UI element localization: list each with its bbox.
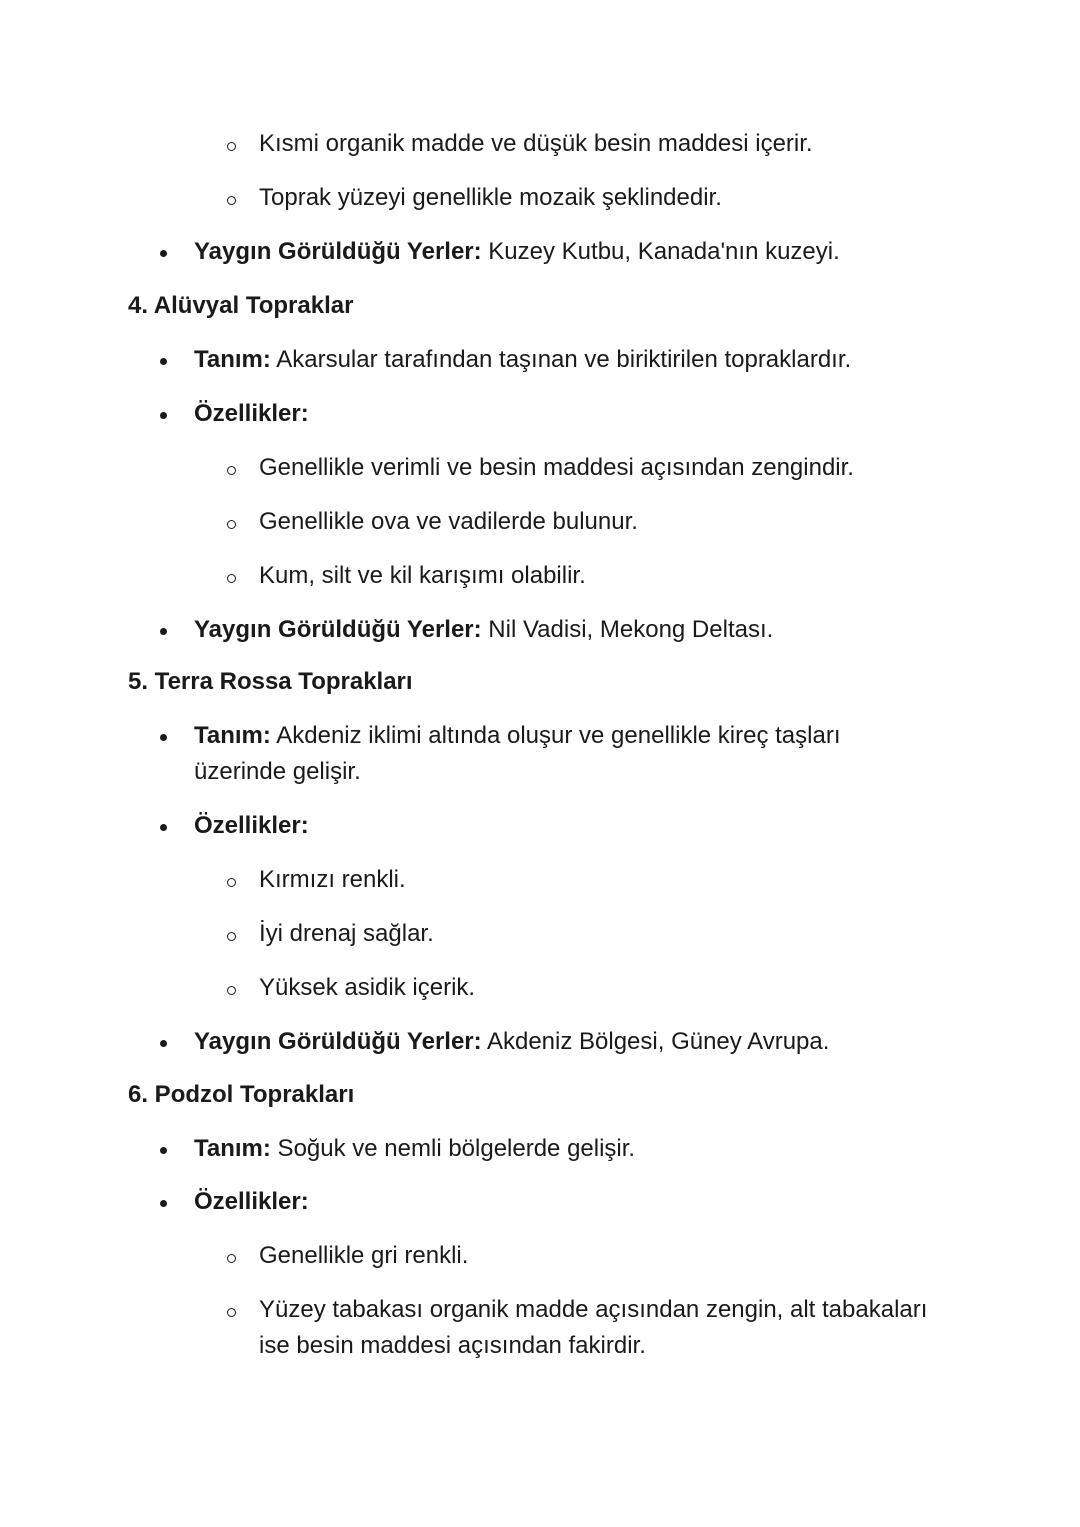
s5-definition (194, 718, 840, 754)
bullet-icon (160, 628, 167, 635)
bullet-icon (160, 250, 167, 257)
s6-features-label: Özellikler: (194, 1188, 309, 1215)
sub-bullet-icon (227, 466, 236, 475)
sub-bullet-icon (227, 932, 236, 941)
section-title-terra-rossa: 5. Terra Rossa Toprakları (128, 668, 413, 695)
bullet-icon (160, 1200, 167, 1207)
s5-features-label: Özellikler: (194, 812, 309, 839)
sub-bullet-icon (227, 520, 236, 529)
sub-bullet-icon (227, 1308, 236, 1317)
definition-value: Akdeniz iklimi altında oluşur ve genellikle kireç taşları (270, 722, 841, 749)
s4-features-label: Özellikler: (194, 400, 309, 427)
bullet-icon (160, 358, 167, 365)
definition-label: Tanım: (194, 346, 271, 373)
sub-bullet-icon (227, 878, 236, 887)
s6-sub-item-1: Genellikle gri renkli. (259, 1242, 469, 1269)
section-title-alluvial: 4. Alüvyal Topraklar (128, 292, 354, 319)
places-label: Yaygın Görüldüğü Yerler: (194, 616, 482, 643)
s4-places (194, 612, 773, 648)
definition-label: Tanım: (194, 722, 271, 749)
s5-sub-item-2: İyi drenaj sağlar. (259, 920, 434, 947)
s3-places (194, 234, 840, 270)
sub-bullet-icon (227, 986, 236, 995)
definition-label: Tanım: (194, 1135, 271, 1162)
bullet-icon (160, 1040, 167, 1047)
s4-sub-item-2: Genellikle ova ve vadilerde bulunur. (259, 508, 638, 535)
bullet-icon (160, 734, 167, 741)
s6-sub-item-2: Yüzey tabakası organik madde açısından zengin, alt tabakaları (259, 1296, 928, 1323)
sub-bullet-icon (227, 574, 236, 583)
s5-sub-item-1: Kırmızı renkli. (259, 866, 406, 893)
s6-sub-item-2-cont: ise besin maddesi açısından fakirdir. (259, 1332, 646, 1359)
places-value: Kuzey Kutbu, Kanada'nın kuzeyi. (481, 238, 840, 265)
s5-definition-cont: üzerinde gelişir. (194, 758, 361, 785)
section-title-podzol: 6. Podzol Toprakları (128, 1081, 355, 1108)
s6-definition (194, 1131, 635, 1167)
s5-sub-item-3: Yüksek asidik içerik. (259, 974, 476, 1001)
s4-sub-item-1: Genellikle verimli ve besin maddesi açısından zengindir. (259, 454, 854, 481)
bullet-icon (160, 412, 167, 419)
bullet-icon (160, 824, 167, 831)
s4-sub-item-3: Kum, silt ve kil karışımı olabilir. (259, 562, 586, 589)
definition-value: Soğuk ve nemli bölgelerde gelişir. (270, 1135, 636, 1162)
sub-bullet-icon (227, 142, 236, 151)
s3-sub-item-2: Toprak yüzeyi genellikle mozaik şeklindedir. (259, 184, 722, 211)
bullet-icon (160, 1147, 167, 1154)
s3-sub-item-1: Kısmi organik madde ve düşük besin maddesi içerir. (259, 130, 813, 157)
definition-value: Akarsular tarafından taşınan ve biriktirilen topraklardır. (270, 346, 852, 373)
places-label: Yaygın Görüldüğü Yerler: (194, 238, 482, 265)
s5-places (194, 1024, 829, 1060)
sub-bullet-icon (227, 196, 236, 205)
places-value: Nil Vadisi, Mekong Deltası. (481, 616, 774, 643)
sub-bullet-icon (227, 1254, 236, 1263)
s4-definition (194, 342, 851, 378)
places-value: Akdeniz Bölgesi, Güney Avrupa. (481, 1028, 830, 1055)
places-label: Yaygın Görüldüğü Yerler: (194, 1028, 482, 1055)
